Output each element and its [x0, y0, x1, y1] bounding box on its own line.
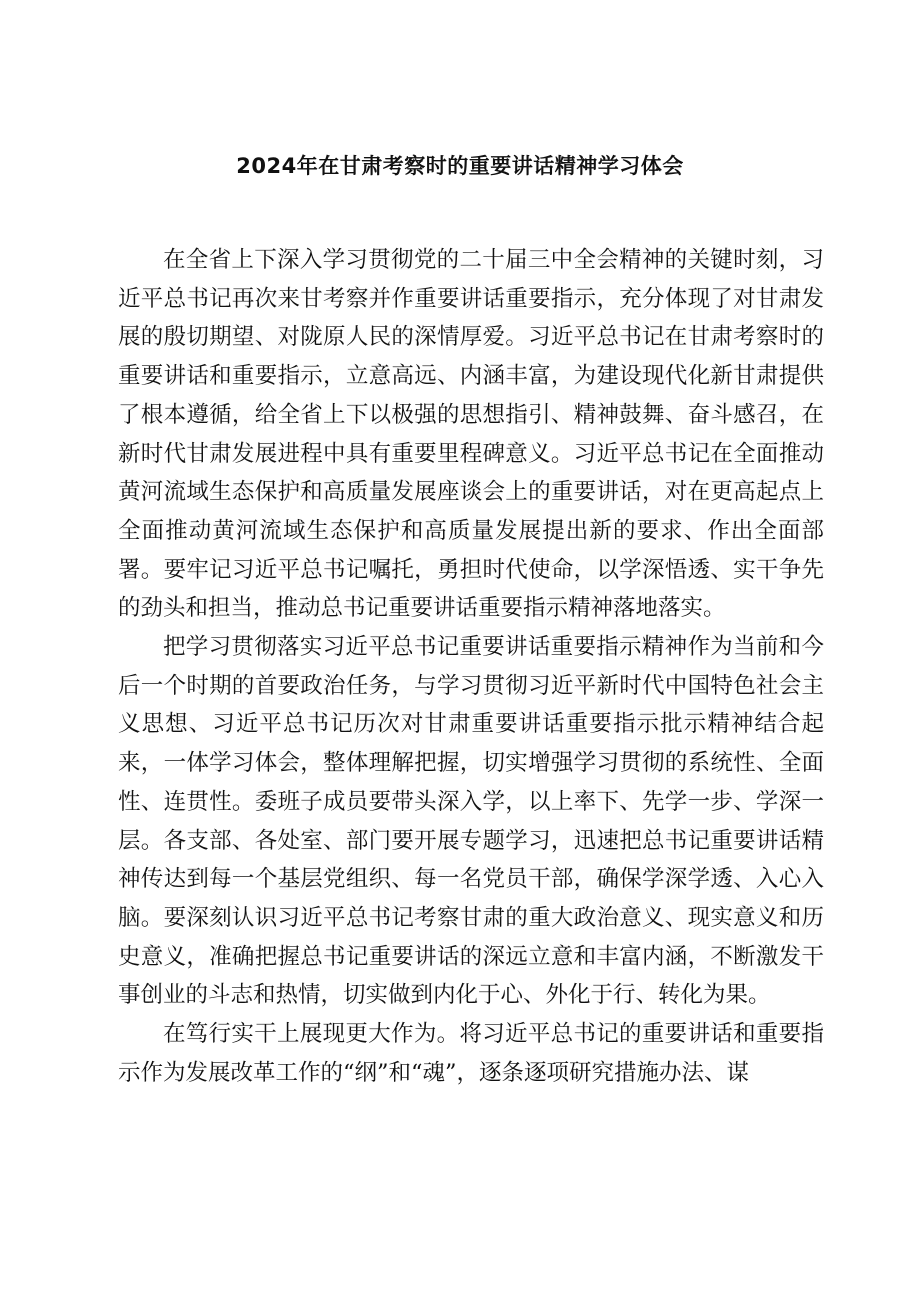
paragraph-3: 在笃行实干上展现更大作为。将习近平总书记的重要讲话和重要指示作为发展改革工作的“纲”和“魂”，逐条逐项研究措施办法、谋 — [118, 1021, 824, 1086]
document-title: 2024年在甘肃考察时的重要讲话精神学习体会 — [236, 154, 684, 178]
paragraph-1: 在全省上下深入学习贯彻党的二十届三中全会精神的关键时刻，习近平总书记再次来甘考察并作重要讲话重要指示，充分体现了对甘肃发展的殷切期望、对陇原人民的深情厚爱。习近平总书记在甘肃考察时的重要讲话和重要指示，立意高远、内涵丰富，为建设现代化新甘肃提供了根本遵循，给全省上下以极强的思想指引、精神鼓舞、奋斗感召，在新时代甘肃发展进程中具有重要里程碑意义。习近平总书记在全面推动黄河流域生态保护和高质量发展座谈会上的重要讲话，对在更高起点上全面推动黄河流域生态保护和高质量发展提出新的要求、作出全面部署。要牢记习近平总书记嘱托，勇担时代使命，以学深悟透、实干争先的劲头和担当，推动总书记重要讲话重要指示精神落地落实。 — [118, 247, 824, 622]
document-body — [118, 241, 824, 1092]
paragraph-2: 把学习贯彻落实习近平总书记重要讲话重要指示精神作为当前和今后一个时期的首要政治任务，与学习贯彻习近平新时代中国特色社会主义思想、习近平总书记历次对甘肃重要讲话重要指示批示精神结合起来，一体学习体会，整体理解把握，切实增强学习贯彻的系统性、全面性、连贯性。委班子成员要带头深入学，以上率下、先学一步、学深一层。各支部、各处室、部门要开展专题学习，迅速把总书记重要讲话精神传达到每一个基层党组织、每一名党员干部，确保学深学透、入心入脑。要深刻认识习近平总书记考察甘肃的重大政治意义、现实意义和历史意义，准确把握总书记重要讲话的深远立意和丰富内涵，不断激发干事创业的斗志和热情，切实做到内化于心、外化于行、转化为果。 — [118, 634, 824, 1009]
